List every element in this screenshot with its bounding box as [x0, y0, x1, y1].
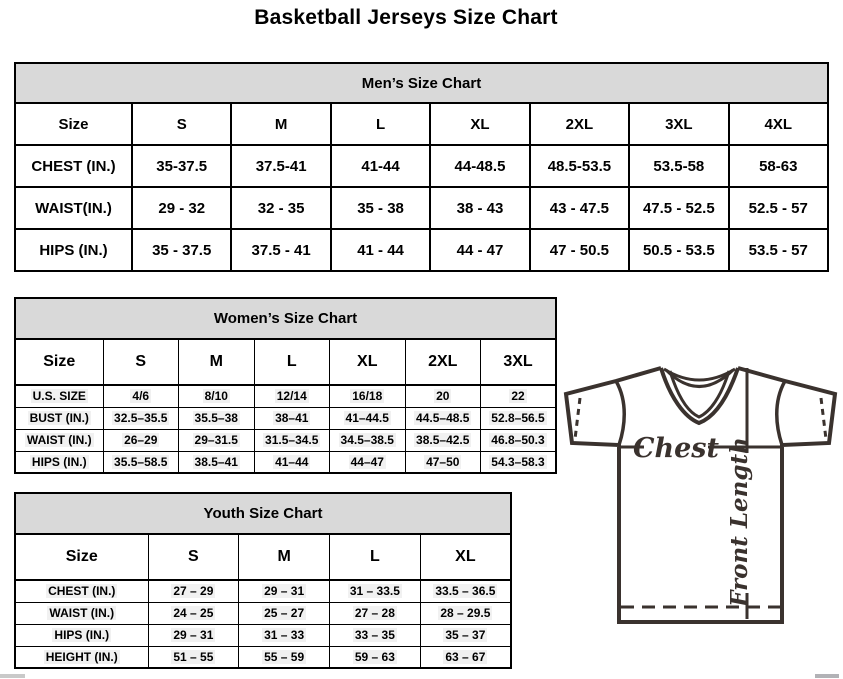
mens_chart-title-row — [15, 63, 828, 103]
youth_chart-title-row — [15, 493, 511, 534]
size-value-cell: 44 - 47 — [430, 229, 529, 271]
size-value-cell: 41 - 44 — [331, 229, 430, 271]
row-label: WAIST(IN.) — [15, 187, 132, 229]
womens_chart-title-row — [15, 298, 556, 339]
size-value-cell: 59 – 63 — [330, 646, 421, 668]
row-label: HIPS (IN.) — [15, 624, 148, 646]
size-value-cell: 47–50 — [405, 451, 481, 473]
youth_chart-data-row — [15, 624, 511, 646]
column-header-4xl: 4XL — [729, 103, 828, 145]
size-value-cell: 12/14 — [254, 385, 330, 407]
mens_chart-data-row — [15, 187, 828, 229]
size-value-cell: 27 – 29 — [148, 580, 239, 602]
row-label: BUST (IN.) — [15, 407, 103, 429]
size-value-cell: 29 – 31 — [239, 580, 330, 602]
youth-size-chart-table — [14, 492, 512, 669]
size-value-cell: 33.5 – 36.5 — [420, 580, 511, 602]
size-value-cell: 35 - 38 — [331, 187, 430, 229]
scrollbar-fragment-left[interactable] — [0, 674, 25, 678]
column-header-l: L — [331, 103, 430, 145]
column-header-size: Size — [15, 339, 103, 385]
size-value-cell: 44–47 — [330, 451, 406, 473]
size-value-cell: 44-48.5 — [430, 145, 529, 187]
jersey-measurement-diagram — [558, 356, 843, 628]
chest-label: Chest — [633, 433, 719, 464]
column-header-size: Size — [15, 103, 132, 145]
size-value-cell: 47 - 50.5 — [530, 229, 629, 271]
column-header-s: S — [148, 534, 239, 580]
size-value-cell: 29 - 32 — [132, 187, 231, 229]
size-value-cell: 37.5-41 — [231, 145, 330, 187]
size-value-cell: 28 – 29.5 — [420, 602, 511, 624]
column-header-3xl: 3XL — [629, 103, 728, 145]
youth_chart-title: Youth Size Chart — [15, 493, 511, 534]
size-value-cell: 35.5–38 — [179, 407, 255, 429]
page-title: Basketball Jerseys Size Chart — [254, 6, 558, 29]
womens_chart-data-row — [15, 385, 556, 407]
row-label: HIPS (IN.) — [15, 229, 132, 271]
column-header-l: L — [330, 534, 421, 580]
size-value-cell: 41–44.5 — [330, 407, 406, 429]
size-value-cell: 26–29 — [103, 429, 179, 451]
scrollbar-fragment-right[interactable] — [815, 674, 839, 678]
size-value-cell: 46.8–50.3 — [481, 429, 557, 451]
column-header-xl: XL — [420, 534, 511, 580]
column-header-m: M — [179, 339, 255, 385]
youth_chart-header-row — [15, 534, 511, 580]
row-label: CHEST (IN.) — [15, 145, 132, 187]
size-value-cell: 35 - 37.5 — [132, 229, 231, 271]
column-header-2xl: 2XL — [530, 103, 629, 145]
size-value-cell: 44.5–48.5 — [405, 407, 481, 429]
size-value-cell: 38 - 43 — [430, 187, 529, 229]
size-value-cell: 38.5–41 — [179, 451, 255, 473]
womens-size-chart-table — [14, 297, 557, 474]
size-value-cell: 27 – 28 — [330, 602, 421, 624]
size-value-cell: 48.5-53.5 — [530, 145, 629, 187]
row-label: WAIST (IN.) — [15, 602, 148, 624]
size-value-cell: 25 – 27 — [239, 602, 330, 624]
mens_chart-data-row — [15, 145, 828, 187]
size-value-cell: 38–41 — [254, 407, 330, 429]
size-value-cell: 50.5 - 53.5 — [629, 229, 728, 271]
size-value-cell: 35-37.5 — [132, 145, 231, 187]
size-value-cell: 63 – 67 — [420, 646, 511, 668]
size-value-cell: 41–44 — [254, 451, 330, 473]
size-value-cell: 32 - 35 — [231, 187, 330, 229]
front-length-label: Front Length — [726, 437, 753, 607]
row-label: U.S. SIZE — [15, 385, 103, 407]
size-value-cell: 52.8–56.5 — [481, 407, 557, 429]
womens_chart-data-row — [15, 451, 556, 473]
left-sleeve-seam — [616, 381, 624, 445]
mens_chart-data-row — [15, 229, 828, 271]
size-value-cell: 38.5–42.5 — [405, 429, 481, 451]
size-value-cell: 43 - 47.5 — [530, 187, 629, 229]
size-value-cell: 35 – 37 — [420, 624, 511, 646]
mens_chart-title: Men’s Size Chart — [15, 63, 828, 103]
column-header-3xl: 3XL — [481, 339, 557, 385]
size-value-cell: 58-63 — [729, 145, 828, 187]
size-value-cell: 55 – 59 — [239, 646, 330, 668]
column-header-xl: XL — [330, 339, 406, 385]
row-label: HEIGHT (IN.) — [15, 646, 148, 668]
jersey-body-path — [566, 368, 835, 622]
youth_chart-data-row — [15, 580, 511, 602]
column-header-l: L — [254, 339, 330, 385]
size-value-cell: 29–31.5 — [179, 429, 255, 451]
left-cuff-dashed-line — [575, 398, 580, 439]
size-value-cell: 24 – 25 — [148, 602, 239, 624]
size-value-cell: 35.5–58.5 — [103, 451, 179, 473]
womens_chart-data-row — [15, 407, 556, 429]
size-value-cell: 33 – 35 — [330, 624, 421, 646]
column-header-2xl: 2XL — [405, 339, 481, 385]
right-sleeve-seam — [777, 381, 785, 445]
youth_chart-data-row — [15, 646, 511, 668]
size-value-cell: 52.5 - 57 — [729, 187, 828, 229]
womens_chart-title: Women’s Size Chart — [15, 298, 556, 339]
womens_chart-header-row — [15, 339, 556, 385]
size-value-cell: 8/10 — [179, 385, 255, 407]
size-value-cell: 32.5–35.5 — [103, 407, 179, 429]
womens_chart-data-row — [15, 429, 556, 451]
right-cuff-dashed-line — [821, 398, 826, 439]
size-value-cell: 16/18 — [330, 385, 406, 407]
size-value-cell: 34.5–38.5 — [330, 429, 406, 451]
size-value-cell: 47.5 - 52.5 — [629, 187, 728, 229]
column-header-m: M — [239, 534, 330, 580]
size-value-cell: 53.5-58 — [629, 145, 728, 187]
size-value-cell: 4/6 — [103, 385, 179, 407]
size-value-cell: 31 – 33 — [239, 624, 330, 646]
jersey-outline-icon — [558, 356, 843, 628]
size-value-cell: 37.5 - 41 — [231, 229, 330, 271]
size-value-cell: 51 – 55 — [148, 646, 239, 668]
size-value-cell: 54.3–58.3 — [481, 451, 557, 473]
column-header-m: M — [231, 103, 330, 145]
mens_chart-header-row — [15, 103, 828, 145]
column-header-xl: XL — [430, 103, 529, 145]
column-header-s: S — [103, 339, 179, 385]
row-label: WAIST (IN.) — [15, 429, 103, 451]
size-value-cell: 41-44 — [331, 145, 430, 187]
size-value-cell: 31 – 33.5 — [330, 580, 421, 602]
column-header-s: S — [132, 103, 231, 145]
youth_chart-data-row — [15, 602, 511, 624]
row-label: HIPS (IN.) — [15, 451, 103, 473]
column-header-size: Size — [15, 534, 148, 580]
row-label: CHEST (IN.) — [15, 580, 148, 602]
mens-size-chart-table — [14, 62, 829, 272]
size-value-cell: 20 — [405, 385, 481, 407]
size-value-cell: 31.5–34.5 — [254, 429, 330, 451]
size-value-cell: 29 – 31 — [148, 624, 239, 646]
size-value-cell: 22 — [481, 385, 557, 407]
size-value-cell: 53.5 - 57 — [729, 229, 828, 271]
